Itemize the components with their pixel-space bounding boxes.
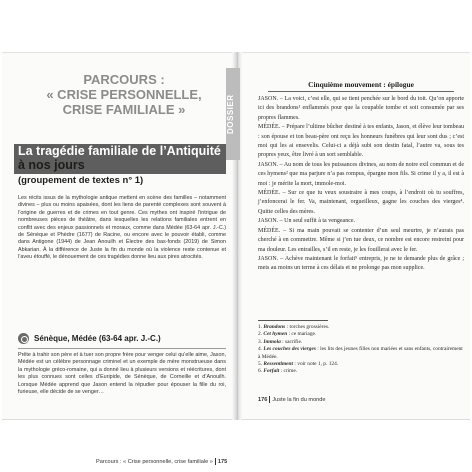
dialogue-line: [258, 161, 464, 189]
speaker-name: JASON.: [258, 255, 279, 262]
section-title-line: « CRISE PERSONNELLE,: [46, 87, 202, 102]
footnote-term: Brandons: [263, 324, 286, 330]
dossier-tab-label: DOSSIER: [226, 94, 235, 134]
dialogue-line: [258, 255, 464, 274]
speech-text: – Prépare l’ultime bûcher destiné à tes enfants, Jason, et élève leur tombeau : son épouse et ton beau-père ont reçu les honneurs funèbres qui leur sont dus ; c’est moi qui les ai ensevelis. Celui-ci a déjà subi son destin fatal, l’autre va, sous tes propres yeux, être livré à un sort semblable.: [258, 124, 464, 159]
footnote: [258, 361, 464, 368]
footnote-term: Ressentiment: [263, 361, 294, 368]
speaker-name: JASON.: [258, 161, 279, 168]
footnote-number: 5.: [258, 361, 263, 368]
footnote-definition: : torches grossières.: [285, 324, 330, 330]
footnote-term: Cet hymen: [263, 331, 288, 338]
folio-separator: [269, 396, 270, 403]
footnote-definition: : sacrifie.: [280, 338, 303, 345]
excerpt-intro: Prête à trahir son père et à tuer son propre frère pour venger celui qu’elle aime, Jason, Médée est un célèbre personnage criminel et un exemple de mère monstrueuse dans la mythologie gréco-romaine, qui a donné lieu à plusieurs versions et réécritures, dont les plus connues sont celles d’Euripide, de Sénèque, de Corneille et d’Anouilh. Lorsque Médée apprend que Jason entend la répudier pour épouser la fille du roi, furieuse, elle décide de se venger…: [18, 352, 226, 396]
speech-text: – Achève maintenant le forfait⁵ entrepris, je ne te demande plus de grâce ; mets au moins un terme à ces délais et ne prolonge pas mon supplice.: [258, 255, 464, 272]
footnote: [258, 346, 464, 361]
author-heading-label: Sénèque, Médée (63-64 apr. J.-C.): [34, 334, 161, 343]
dialogue-line: [258, 189, 464, 217]
speech-text: – Sur ce que tu veux soustraire à mes coups, à l’endroit où tu souffres, j’enfoncerai le fer. Va, maintenant, orgueilleux, gagne les couches des vierges⁴. Quitte celles des mères.: [258, 190, 464, 215]
left-page: [14, 62, 228, 465]
dialogue-line: [258, 95, 464, 123]
footnote-number: 3.: [258, 338, 263, 345]
intro-paragraph: Les récits issus de la mythologie antique mettent en scène des familles – notamment divines – plus ou moins apaisées, dont les liens de parenté complexes sont souvent à l’origine de guerres et de crimes en tout genre. Ces mythes ont inspiré l’intrigue de nombreuses pièces de théâtre, dans lesquelles les relations familiales entrent en conflit avec des enjeux passionnels et moraux, comme dans Médée (63-64 apr. J.-C.) de Sénèque et Phèdre (1677) de Racine, ou encore avec le pouvoir établi, comme dans Antigone (1944) de Jean Anouilh et Électre des bas-fonds (2019) de Simon Abkarian. À la différence de Juste la fin du monde où la violence reste contenue et l’aveu étouffé, le dénouement de ces tragédies donne lieu aux pires atrocités.: [18, 195, 226, 261]
footnote: [258, 368, 464, 375]
footnote: [258, 331, 464, 338]
footnote-definition: : ce mariage.: [287, 331, 317, 338]
speaker-name: MÉDÉE.: [258, 190, 281, 197]
dialogue: [258, 95, 464, 274]
speaker-name: MÉDÉE.: [258, 227, 281, 234]
speech-text: – Un seul suffit à ta vengeance.: [278, 218, 356, 225]
footnote-number: 6.: [258, 368, 263, 375]
footnote-number: 4.: [258, 346, 263, 353]
speech-text: – Si ma main pouvait se contenter d’un seul meurtre, je n’aurais pas cherché à en commettre. Même si j’en tue deux, ce nombre est encore restreint pour ma douleur. Les entrailles, s’il en reste, je les fouillerai avec le fer.: [258, 227, 464, 253]
footnote-definition: : voir note 1, p. 124.: [293, 361, 339, 368]
footnote-term: Immola: [263, 338, 281, 345]
speech-text: – Au nom de tous les puissances divines, au nom de notre exil commun et de ces hymens² que ma parjure n’a pas rompus, épargne mon fils. Si crime il y a, il est à moi : je mérite la mort, immole-moi.: [258, 161, 464, 187]
speech-text: – La voici, c’est elle, qui se tient penchée sur le bord du toit. Qu’on apporte ici des brandons¹ enflammés pour que la coupable tombe et soit consumée par ses propres flammes.: [258, 96, 464, 121]
author-heading: [18, 333, 161, 344]
section-title: [44, 72, 204, 117]
folio-right-number: 176: [258, 396, 268, 403]
footnote-rule: [258, 320, 328, 321]
target-icon: [18, 333, 29, 344]
section-title-line: CRISE FAMILIALE »: [62, 102, 186, 117]
chapter-title: [18, 144, 226, 172]
folio-left: [96, 458, 227, 465]
footnote-definition: : crime.: [279, 368, 298, 375]
footnotes: [258, 324, 464, 376]
footnote-term: Forfait: [263, 368, 280, 375]
folio-left-text: Parcours : « Crise personnelle, crise familiale »: [96, 458, 213, 465]
speaker-name: JASON.: [258, 218, 279, 225]
footnote-term: Les couches des vierges: [263, 346, 316, 353]
chapter-title-line: à nos jours: [18, 158, 85, 172]
footnote-definition: : les lits des jeunes filles non mariées et sans enfants, contrairement à Médée.: [258, 346, 463, 360]
heading-rule: [268, 91, 454, 92]
right-page: [258, 62, 464, 414]
folio-right: [258, 396, 326, 403]
footnote-number: 1.: [258, 324, 263, 330]
author-rule: [18, 348, 226, 349]
movement-heading: Cinquième mouvement : épilogue: [308, 80, 414, 89]
folio-right-text: Juste la fin du monde: [272, 396, 326, 403]
dialogue-line: [258, 123, 464, 161]
folio-separator: [215, 458, 216, 465]
speaker-name: MÉDÉE.: [258, 124, 281, 131]
footnote: [258, 324, 464, 331]
section-title-line: PARCOURS :: [83, 72, 165, 87]
folio-left-number: 175: [217, 458, 228, 465]
group-label: (groupement de textes n° 1): [18, 175, 144, 186]
chapter-title-line: La tragédie familiale de l’Antiquité: [18, 144, 221, 158]
dialogue-line: [258, 217, 464, 226]
footnote-number: 2.: [258, 331, 263, 338]
dialogue-line: [258, 227, 464, 255]
speaker-name: JASON.: [258, 96, 279, 102]
